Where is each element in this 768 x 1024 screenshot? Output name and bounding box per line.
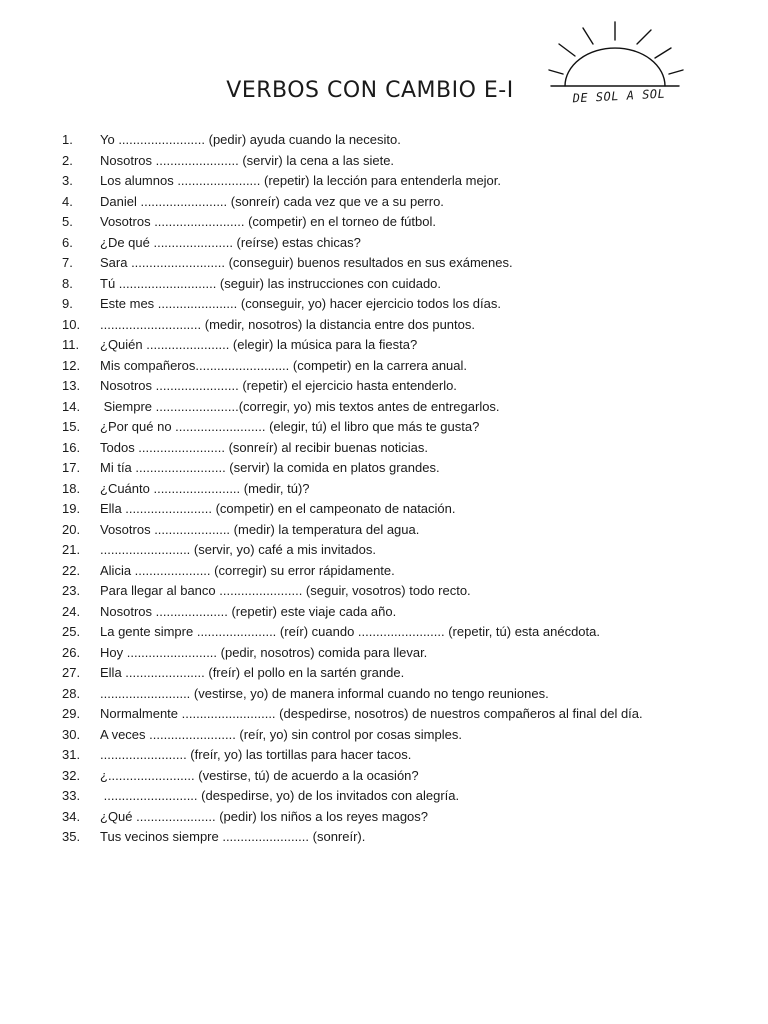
exercise-number: 28. xyxy=(62,685,81,701)
exercise-text: Daniel ........................ (sonreír) cada vez que ve a su perro. xyxy=(100,193,444,209)
exercise-number: 27. xyxy=(62,665,81,680)
exercise-number: 10. xyxy=(62,316,81,332)
exercise-text: Mis compañeros.......................... (competir) en la carrera anual. xyxy=(100,357,468,373)
exercise-item xyxy=(62,479,682,500)
exercise-item xyxy=(62,274,682,295)
exercise-text: Para llegar al banco ....................... (seguir, vosotros) todo recto. xyxy=(100,583,471,598)
exercise-item xyxy=(62,827,682,848)
exercise-text: Hoy ......................... (pedir, nosotros) comida para llevar. xyxy=(100,644,428,660)
exercise-item xyxy=(62,643,682,664)
exercise-number: 34. xyxy=(62,808,81,824)
exercise-item xyxy=(62,663,682,684)
exercise-item xyxy=(62,725,682,746)
logo-text: DE SOL A SOL xyxy=(572,86,666,106)
exercise-number: 4. xyxy=(62,193,73,209)
exercise-text: Sara .......................... (conseguir) buenos resultados en sus exámenes. xyxy=(100,255,513,270)
exercise-text: Tus vecinos siempre ........................ (sonreír). xyxy=(100,829,366,844)
exercise-text: Tú ........................... (seguir) las instrucciones con cuidado. xyxy=(100,275,442,291)
exercise-item xyxy=(62,335,682,356)
exercise-text: Ella ........................ (competir) en el campeonato de natación. xyxy=(100,501,456,516)
exercise-number: 11. xyxy=(62,337,80,352)
exercise-text: ¿Cuánto ........................ (medir, tú)? xyxy=(100,480,310,496)
exercise-number: 8. xyxy=(62,275,73,291)
exercise-number: 12. xyxy=(62,357,81,373)
exercise-item xyxy=(62,376,682,397)
exercise-number: 26. xyxy=(62,644,81,660)
exercise-item xyxy=(62,212,682,233)
exercise-text: Este mes ...................... (conseguir, yo) hacer ejercicio todos los días. xyxy=(100,296,501,311)
exercise-item xyxy=(62,151,682,172)
exercise-item xyxy=(62,499,682,520)
exercise-item xyxy=(62,192,682,213)
exercise-text: Nosotros ....................... (repetir) el ejercicio hasta entenderlo. xyxy=(100,378,457,393)
exercise-number: 25. xyxy=(62,624,81,639)
exercise-text: Normalmente .......................... (despedirse, nosotros) de nuestros compañeros al final del día. xyxy=(100,706,643,721)
exercise-text: Nosotros ....................... (servir) la cena a las siete. xyxy=(100,152,395,168)
exercise-item xyxy=(62,438,682,459)
exercise-item xyxy=(62,745,682,766)
exercise-number: 22. xyxy=(62,562,81,578)
exercise-list xyxy=(62,130,682,848)
exercise-number: 15. xyxy=(62,419,81,434)
exercise-text: Yo ........................ (pedir) ayuda cuando la necesito. xyxy=(100,132,401,147)
exercise-number: 3. xyxy=(62,173,73,188)
exercise-item xyxy=(62,561,682,582)
page-title: VERBOS CON CAMBIO E-I xyxy=(226,78,514,103)
exercise-item xyxy=(62,807,682,828)
exercise-number: 30. xyxy=(62,726,81,742)
exercise-text: La gente simpre ...................... (reír) cuando ........................ (repetir, tú) esta anécdota. xyxy=(100,624,600,639)
exercise-number: 2. xyxy=(62,152,73,168)
exercise-text: Nosotros .................... (repetir) este viaje cada año. xyxy=(100,603,397,619)
exercise-number: 18. xyxy=(62,480,81,496)
exercise-item xyxy=(62,315,682,336)
exercise-text: Los alumnos ....................... (repetir) la lección para entenderla mejor. xyxy=(100,173,502,188)
exercise-item xyxy=(62,294,682,315)
exercise-item xyxy=(62,540,682,561)
exercise-number: 19. xyxy=(62,501,81,516)
exercise-item xyxy=(62,622,682,643)
exercise-item xyxy=(62,397,682,418)
exercise-text: ¿Quién ....................... (elegir) la música para la fiesta? xyxy=(100,337,418,352)
exercise-text: Ella ...................... (freír) el pollo en la sartén grande. xyxy=(100,665,405,680)
exercise-item xyxy=(62,786,682,807)
exercise-text: Mi tía ......................... (servir) la comida en platos grandes. xyxy=(100,460,440,475)
exercise-number: 20. xyxy=(62,521,81,537)
exercise-number: 13. xyxy=(62,378,81,393)
exercise-item xyxy=(62,704,682,725)
exercise-item xyxy=(62,684,682,705)
exercise-text: ......................... (servir, yo) café a mis invitados. xyxy=(100,542,376,557)
exercise-number: 24. xyxy=(62,603,81,619)
exercise-item xyxy=(62,253,682,274)
exercise-text: ¿De qué ...................... (reírse) estas chicas? xyxy=(100,234,361,250)
exercise-number: 7. xyxy=(62,255,73,270)
exercise-number: 29. xyxy=(62,706,81,721)
exercise-text: ........................ (freír, yo) las tortillas para hacer tacos. xyxy=(100,747,412,762)
exercise-item xyxy=(62,581,682,602)
exercise-number: 16. xyxy=(62,439,81,455)
exercise-number: 21. xyxy=(62,542,81,557)
exercise-text: Vosotros ..................... (medir) la temperatura del agua. xyxy=(100,521,420,537)
exercise-text: Vosotros ......................... (competir) en el torneo de fútbol. xyxy=(100,214,436,229)
exercise-text: ¿Por qué no ......................... (elegir, tú) el libro que más te gusta? xyxy=(100,419,480,434)
exercise-text: Siempre .......................(corregir, yo) mis textos antes de entregarlos. xyxy=(100,398,500,414)
exercise-item xyxy=(62,130,682,151)
exercise-number: 32. xyxy=(62,767,81,783)
exercise-text: ¿Qué ...................... (pedir) los niños a los reyes magos? xyxy=(100,808,429,824)
exercise-text: .......................... (despedirse, yo) de los invitados con alegría. xyxy=(100,788,460,803)
exercise-item xyxy=(62,766,682,787)
exercise-number: 33. xyxy=(62,788,81,803)
exercise-item xyxy=(62,171,682,192)
exercise-text: ......................... (vestirse, yo) de manera informal cuando no tengo reuniones. xyxy=(100,685,549,701)
exercise-item xyxy=(62,417,682,438)
exercise-number: 6. xyxy=(62,234,73,250)
exercise-number: 17. xyxy=(62,460,81,475)
exercise-item xyxy=(62,458,682,479)
exercise-text: Alicia ..................... (corregir) su error rápidamente. xyxy=(100,562,395,578)
exercise-item xyxy=(62,520,682,541)
exercise-number: 1. xyxy=(62,132,73,147)
exercise-number: 35. xyxy=(62,829,81,844)
exercise-text: A veces ........................ (reír, yo) sin control por cosas simples. xyxy=(100,726,462,742)
exercise-text: ¿........................ (vestirse, tú) de acuerdo a la ocasión? xyxy=(100,767,419,783)
exercise-item xyxy=(62,356,682,377)
exercise-number: 9. xyxy=(62,296,73,311)
exercise-text: ............................ (medir, nosotros) la distancia entre dos puntos. xyxy=(100,316,475,332)
exercise-number: 31. xyxy=(62,747,81,762)
exercise-number: 23. xyxy=(62,583,81,598)
exercise-item xyxy=(62,602,682,623)
exercise-number: 14. xyxy=(62,398,81,414)
exercise-text: Todos ........................ (sonreír) al recibir buenas noticias. xyxy=(100,439,429,455)
sun-logo xyxy=(545,18,685,110)
exercise-item xyxy=(62,233,682,254)
exercise-number: 5. xyxy=(62,214,73,229)
